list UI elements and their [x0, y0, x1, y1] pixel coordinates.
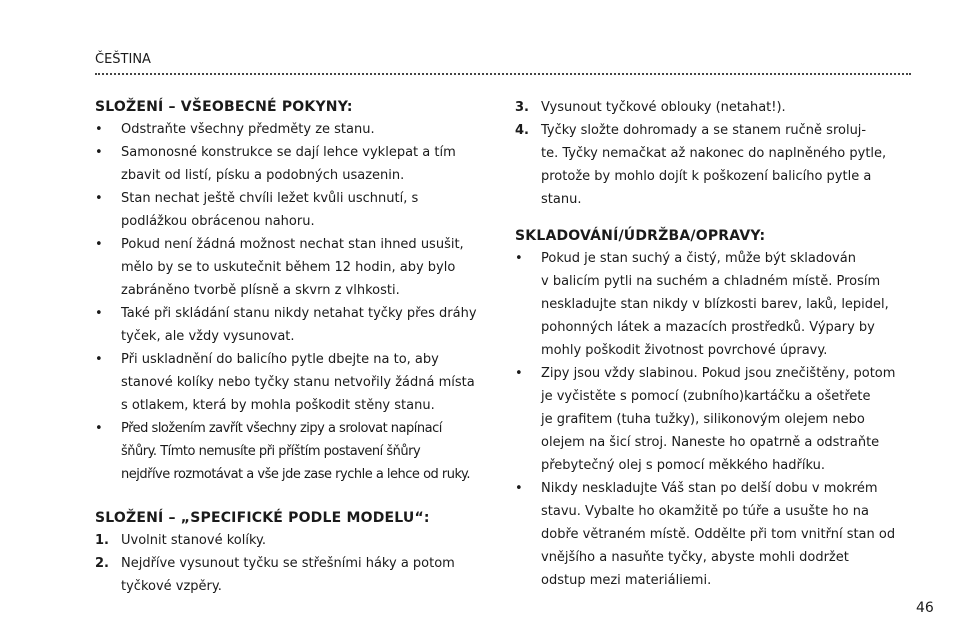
list-item-line: mělo by se to uskutečnit během 12 hodin, aby bylo — [121, 260, 456, 275]
bullet-marker: • — [95, 421, 103, 436]
bullet-marker: • — [95, 145, 103, 160]
page-number: 46 — [916, 600, 934, 616]
bullet-marker: • — [515, 366, 523, 381]
numbered-step — [515, 119, 915, 211]
section-title-general: SLOŽENÍ – VŠEOBECNÉ POKYNY: — [95, 99, 353, 115]
list-item — [95, 233, 495, 302]
list-item — [515, 362, 915, 477]
bullet-marker: • — [515, 251, 523, 266]
step-number: 2. — [95, 556, 109, 571]
list-item-line: zbavit od listí, písku a podobných usazenin. — [121, 168, 405, 183]
list-item-line: vnějšího a nasuňte tyčky, abyste mohli dodržet — [541, 550, 849, 565]
list-item — [95, 348, 495, 417]
list-item-line: olejem na šicí stroj. Naneste ho opatrně a odstraňte — [541, 435, 880, 450]
list-item-line: je vyčistěte s pomocí (zubního)kartáčku a ošetřete — [541, 389, 871, 404]
bullet-marker: • — [95, 122, 103, 137]
list-item — [95, 302, 495, 348]
list-item-line: podlážkou obrácenou nahoru. — [121, 214, 315, 229]
step-line: Vysunout tyčkové oblouky (netahat!). — [541, 100, 786, 115]
step-line: stanu. — [541, 192, 582, 207]
list-item — [95, 141, 495, 187]
step-line: Uvolnit stanové kolíky. — [121, 533, 266, 548]
numbered-step — [515, 96, 915, 119]
list-item — [515, 247, 915, 362]
section-title-model-specific: SLOŽENÍ – „SPECIFICKÉ PODLE MODELU“: — [95, 510, 430, 526]
bullet-marker: • — [95, 306, 103, 321]
list-item-line: stanové kolíky nebo tyčky stanu netvořily žádná místa — [121, 375, 475, 390]
step-line: tyčkové vzpěry. — [121, 579, 222, 594]
list-item-line: v balicím pytli na suchém a chladném místě. Prosím — [541, 274, 881, 289]
list-item-line: stavu. Vybalte ho okamžitě po túře a usušte ho na — [541, 504, 869, 519]
step-number: 1. — [95, 533, 109, 548]
numbered-step — [95, 529, 495, 552]
model-specific-steps — [95, 529, 495, 598]
list-item-line: šňůry. Tímto nemusíte při příštím postavení šňůry — [121, 444, 421, 459]
list-item — [95, 417, 495, 486]
step-line: te. Tyčky nemačkat až nakonec do naplněného pytle, — [541, 146, 887, 161]
list-item-line: Odstraňte všechny předměty ze stanu. — [121, 122, 375, 137]
section-title-storage: SKLADOVÁNÍ/ÚDRŽBA/OPRAVY: — [515, 228, 766, 244]
bullet-marker: • — [95, 191, 103, 206]
model-specific-steps-continued — [515, 96, 915, 211]
list-item-line: Pokud není žádná možnost nechat stan ihned usušit, — [121, 237, 464, 252]
list-item-line: odstup mezi materiáliemi. — [541, 573, 712, 588]
list-item-line: Zipy jsou vždy slabinou. Pokud jsou znečištěny, potom — [541, 366, 896, 381]
right-column — [515, 96, 915, 592]
section-spacer — [95, 486, 495, 507]
step-number: 4. — [515, 123, 529, 138]
bullet-marker: • — [95, 352, 103, 367]
list-item-line: mohly poškodit životnost povrchové úpravy. — [541, 343, 828, 358]
left-column — [95, 96, 495, 598]
list-item-line: Stan nechat ještě chvíli ležet kvůli uschnutí, s — [121, 191, 419, 206]
list-item-line: s otlakem, která by mohla poškodit stěny stanu. — [121, 398, 435, 413]
list-item-line: pohonných látek a mazacích prostředků. Výpary by — [541, 320, 875, 335]
language-header: ČEŠTINA — [95, 52, 151, 67]
list-item-line: Pokud je stan suchý a čistý, může být skladován — [541, 251, 856, 266]
step-line: Nejdříve vysunout tyčku se střešními háky a potom — [121, 556, 455, 571]
list-item-line: tyček, ale vždy vysunovat. — [121, 329, 295, 344]
list-item-line: neskladujte stan nikdy v blízkosti barev, laků, lepidel, — [541, 297, 889, 312]
step-number: 3. — [515, 100, 529, 115]
section-spacer — [515, 211, 915, 225]
numbered-step — [95, 552, 495, 598]
dotted-divider — [95, 73, 911, 75]
list-item-line: je grafitem (tuha tužky), silikonovým olejem nebo — [541, 412, 865, 427]
list-item-line: Před složením zavřít všechny zipy a srolovat napínací — [121, 421, 442, 436]
list-item-line: nejdříve rozmotávat a vše jde zase rychle a lehce od ruky. — [121, 467, 471, 482]
list-item-line: Nikdy neskladujte Váš stan po delší dobu v mokrém — [541, 481, 878, 496]
step-line: protože by mohlo dojít k poškození balicího pytle a — [541, 169, 872, 184]
general-instructions-list — [95, 118, 495, 486]
list-item-line: Při uskladnění do balicího pytle dbejte na to, aby — [121, 352, 439, 367]
list-item-line: zabráněno tvorbě plísně a skvrn z vlhkosti. — [121, 283, 400, 298]
bullet-marker: • — [95, 237, 103, 252]
list-item-line: Samonosné konstrukce se dají lehce vyklepat a tím — [121, 145, 456, 160]
list-item-line: Také při skládání stanu nikdy netahat tyčky přes dráhy — [121, 306, 477, 321]
list-item — [95, 187, 495, 233]
list-item — [95, 118, 495, 141]
list-item-line: dobře větraném místě. Oddělte při tom vnitřní stan od — [541, 527, 896, 542]
step-line: Tyčky složte dohromady a se stanem ručně sroluj- — [541, 123, 867, 138]
storage-maintenance-list — [515, 247, 915, 592]
list-item-line: přebytečný olej s pomocí měkkého hadříku. — [541, 458, 825, 473]
list-item — [515, 477, 915, 592]
bullet-marker: • — [515, 481, 523, 496]
